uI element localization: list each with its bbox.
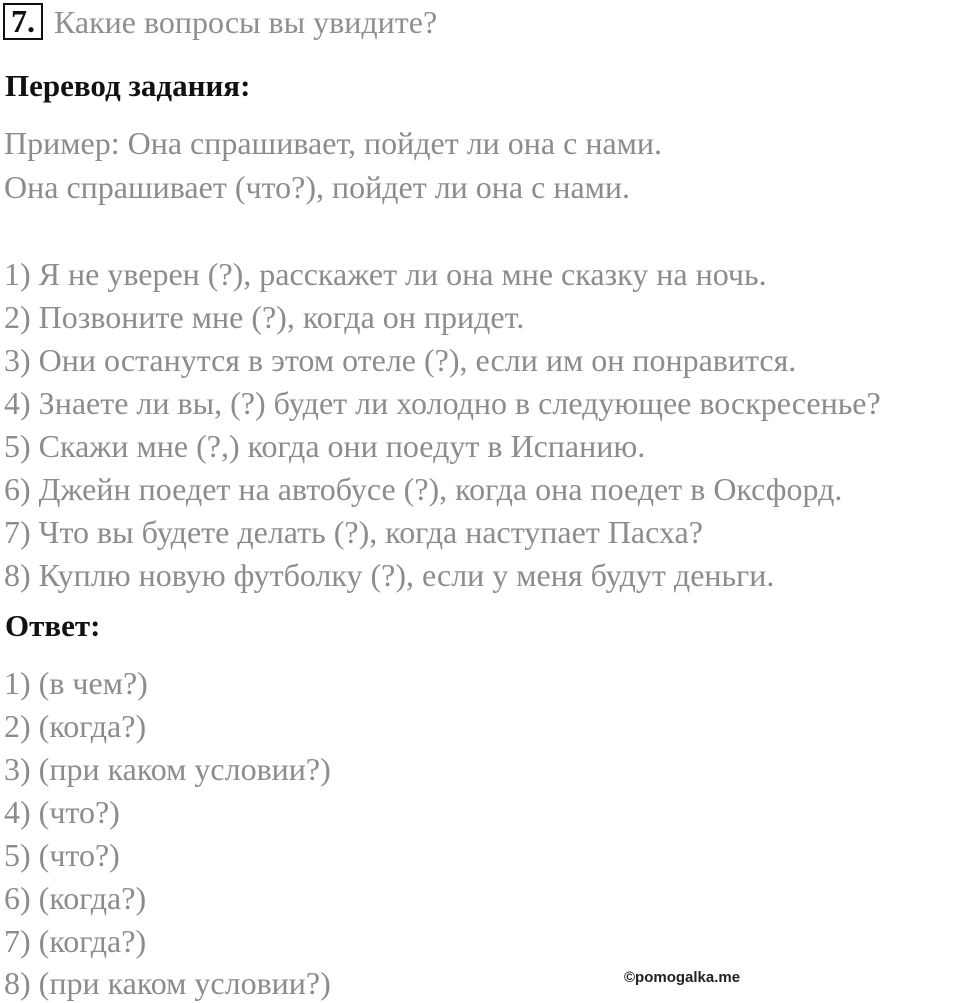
answer-item: 8) (при каком условии?) — [4, 965, 331, 1001]
translation-item: 5) Скажи мне (?,) когда они поедут в Испанию. — [4, 428, 646, 464]
answer-item: 7) (когда?) — [4, 923, 147, 959]
translation-item: 4) Знаете ли вы, (?) будет ли холодно в следующее воскресенье? — [4, 385, 881, 421]
answer-item: 6) (когда?) — [4, 880, 147, 916]
translation-item: 6) Джейн поедет на автобусе (?), когда она поедет в Оксфорд. — [4, 471, 843, 507]
answer-item: 1) (в чем?) — [4, 665, 148, 701]
answer-item: 5) (что?) — [4, 837, 120, 873]
task-title: Какие вопросы вы увидите? — [54, 4, 438, 40]
answer-item: 3) (при каком условии?) — [4, 751, 331, 787]
translation-item: 1) Я не уверен (?), расскажет ли она мне сказку на ночь. — [4, 256, 767, 292]
example-line: Пример: Она спрашивает, пойдет ли она с нами. — [4, 125, 663, 161]
translation-item: 7) Что вы будете делать (?), когда наступает Пасха? — [4, 514, 703, 550]
translation-item: 3) Они останутся в этом отеле (?), если им он понравится. — [4, 342, 797, 378]
answer-heading: Ответ: — [5, 608, 101, 643]
translation-heading: Перевод задания: — [5, 68, 251, 103]
translation-item: 2) Позвоните мне (?), когда он придет. — [4, 299, 525, 335]
answer-item: 2) (когда?) — [4, 708, 147, 744]
site-watermark: ©pomogalka.me — [624, 969, 741, 986]
translation-item: 8) Куплю новую футболку (?), если у меня будут деньги. — [4, 557, 775, 593]
example-line: Она спрашивает (что?), пойдет ли она с нами. — [4, 169, 631, 205]
task-number-box: 7. — [3, 3, 43, 40]
answer-item: 4) (что?) — [4, 794, 120, 830]
